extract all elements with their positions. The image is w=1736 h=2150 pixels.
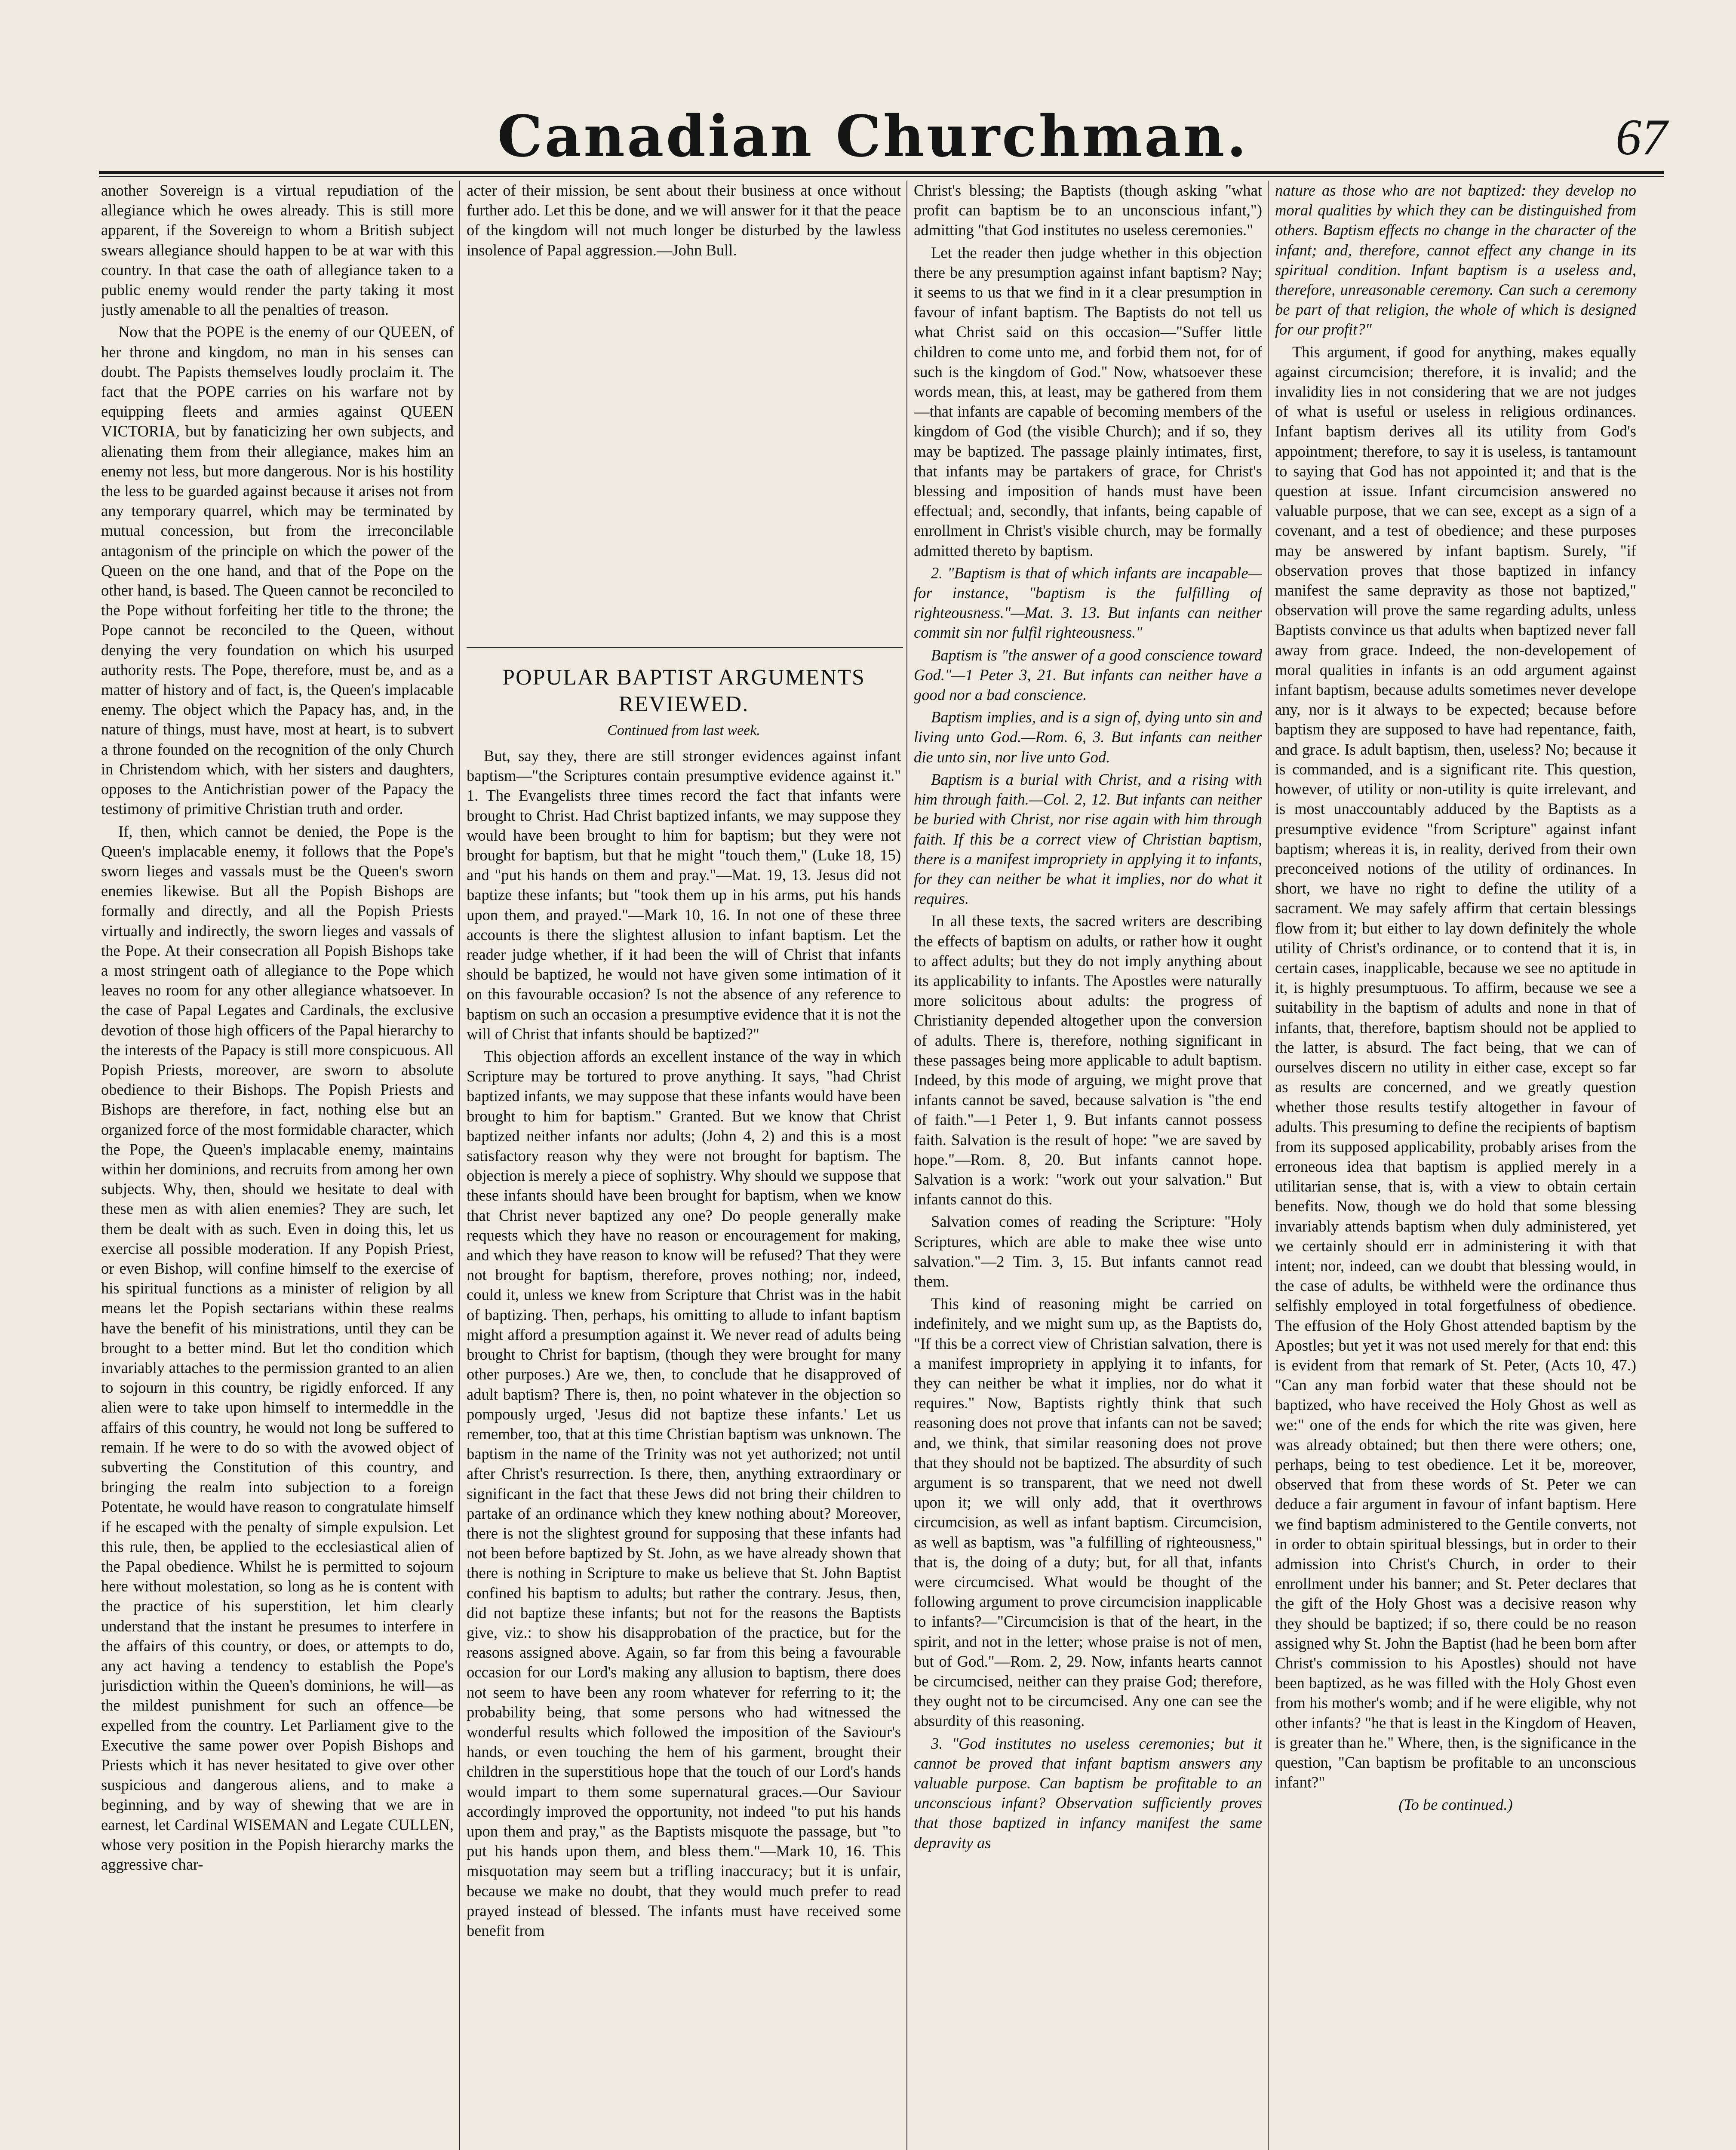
- page-number: 67: [1616, 108, 1667, 166]
- paragraph: acter of their mission, be sent about their business at once without further ado. Let this be done, and we will answer for it that the peace of the kingdom will not much longer be disturbed by the lawless insolence of Papal aggression.—John Bull.: [467, 181, 901, 259]
- masthead: [0, 90, 1736, 168]
- paragraph: Salvation comes of reading the Scripture: "Holy Scriptures, which are able to make thee wise unto salvation."—2 Tim. 3, 15. But infants cannot read them.: [914, 1213, 1262, 1290]
- to-be-continued: (To be continued.): [1398, 1796, 1513, 1814]
- paragraph: This argument, if good for anything, makes equally against circumcision; therefore, it is invalid; and the invalidity lies in not considering that we are not judges of what is useful or useless in religious ordinances. Infant baptism derives all its utility from God's appointment; therefore, to say it is useless, is tantamount to saying that God has not appointed it; and that is the question at issue. Infant circumcision answered no valuable purpose, that we can see, except as a sign of a covenant, and a test of obedience; and these purposes may be answered by infant baptism. Surely, "if observation proves that those baptized in infancy manifest the same depravity as those not baptized," observation will prove the same regarding adults, unless Baptists convince us that adults when baptized never fall away from grace. Indeed, the non-developement of moral qualities in infants is an odd argument against infant baptism, because adults sometimes never develope any, nor is it always to be expected; because before baptism they are supposed to have had repentance, faith, and grace. Is adult baptism, then, useless? No; because it is commanded, and is a significant rite. This question, however, of utility or non-utility is quite irrelevant, and is most unaccountably adduced by the Baptists as a presumptive evidence "from Scripture" against infant baptism; whereas it is, in reality, derived from their own preconceived notions of the utility of ordinances. In short, we have no right to define the utility of a sacrament. We may safely affirm that certain blessings flow from it; but either to lay down definitely the whole utility of Christ's ordinance, or to contend that it is, in certain cases, inapplicable, because we see no aptitude in it, is highly presumptuous. To affirm, because we see a suitability in the baptism of adults and none in that of infants, that, therefore, baptism should not be applied to the latter, is absurd. The fact being, that we can of ourselves discern no utility in either case, except so far as results are concerned, and we greatly question whether those results testify altogether in favour of adults. This presuming to define the recipients of baptism from its supposed applicability, probably arises from the erroneous idea that baptism is applied merely in a utilitarian sense, that is, with a view to obtain certain benefits. Now, though we do hold that some blessing invariably attends baptism when duly administered, yet we certainly should err in administering it with that intent; nor, indeed, can we doubt that blessing would, in the case of adults, be withheld were the ordinance thus selfishly employed in total forgetfulness of obedience. The effusion of the Holy Ghost attended baptism by the Apostles; but yet it was not used merely for that end: this is evident from that remark of St. Peter, (Acts 10, 47.) "Can any man forbid water that these should not be baptized, who have received the Holy Ghost as well as we:" one of the ends for which the rite was given, here was already obtained; but then there were others; one, perhaps, being to test obedience. Let it be, moreover, observed that from these words of St. Peter we can deduce a fair argument in favour of infant baptism. Here we find baptism administered to the Gentile converts, not in order to obtain spiritual blessings, but in order to their admission into Christ's Church, in order to their enrollment under his banner; and St. Peter declares that the gift of the Holy Ghost was a decisive reason why they should be baptized; if so, there could be no reason assigned why St. John the Baptist (had he been born after Christ's commission to his Apostles) should not have been baptized, as he was filled with the Holy Ghost even from his mother's womb; and if he were eligible, why not other infants? "he that is least in the Kingdom of Heaven, is greater than he." Where, then, is the significance in the question, "Can baptism be profitable to an unconscious infant?": [1275, 343, 1636, 1791]
- paragraph: In all these texts, the sacred writers are describing the effects of baptism on adults, or rather how it ought to affect adults; but they do not imply anything about its applicability to infants. The Apostles were naturally more solicitous about adults: the progress of Christianity depended altogether upon the conversion of adults. There is, therefore, nothing significant in these passages being more applicable to adult baptism. Indeed, by this mode of arguing, we might prove that infants cannot be saved, because salvation is "the end of faith."—1 Peter 1, 9. But infants cannot possess faith. Salvation is the result of hope: "we are saved by hope."—Rom. 8, 20. But infants cannot hope. Salvation is a work: "work out your salvation." But infants cannot do this.: [914, 912, 1262, 1208]
- column-divider: [459, 181, 460, 2150]
- paragraph: nature as those who are not baptized: they develop no moral qualities by which they can be distinguished from others. Baptism effects no change in the character of the infant; and, therefore, cannot effect any change in its spiritual condition. Infant baptism is a useless and, therefore, unreasonable ceremony. Can such a ceremony be part of that religion, the whole of which is designed for our profit?": [1275, 181, 1636, 338]
- column-2: [467, 746, 901, 2150]
- column-divider: [906, 181, 907, 2150]
- article-title: POPULAR BAPTIST ARGUMENTS REVIEWED.: [502, 665, 865, 716]
- paragraph: Baptism is a burial with Christ, and a rising with him through faith.—Col. 2, 12. But infants can neither be buried with Christ, nor rise again with him through faith. If this be a correct view of Christian baptism, there is a manifest impropriety in applying it to infants, for they can neither be what it implies, nor do what it requires.: [914, 770, 1262, 908]
- paragraph: But, say they, there are still stronger evidences against infant baptism—"the Scriptures contain presumptive evidence against it." 1. The Evangelists three times record the fact that infants were brought to Christ. Had Christ baptized infants, we may suppose they would have been brought to him for baptism; but they were not brought for baptism, but that he might "touch them," (Luke 18, 15) and "put his hands on them and pray."—Mat. 19, 13. Jesus did not baptize these infants; but "took them up in his arms, put his hands upon them, and prayed."—Mark 10, 16. In not one of these three accounts is there the slightest allusion to infant baptism. Let the reader judge whether, if it had been the will of Christ that infants should be baptized, he would not have given some intimation of it on this favourable occasion? Is not the absence of any reference to baptism on such an occasion a presumptive evidence that it is not the will of Christ that infants should be baptized?": [467, 747, 901, 1043]
- column-3: [914, 181, 1262, 2150]
- newspaper-title: Canadian Churchman.: [497, 103, 1249, 170]
- paragraph: Christ's blessing; the Baptists (though asking "what profit can baptism be to an unconscious infant,") admitting "that God institutes no useless ceremonies.": [914, 181, 1262, 239]
- article-rule: [467, 647, 903, 648]
- paragraph: 2. "Baptism is that of which infants are incapable—for instance, "baptism is the fulfilling of righteousness."—Mat. 3. 13. But infants can neither commit sin nor fulfil righteousness.": [914, 564, 1262, 642]
- column-1: [101, 181, 454, 2150]
- column-2-top: [467, 181, 901, 645]
- paragraph: 3. "God institutes no useless ceremonies; but it cannot be proved that infant baptism answers any valuable purpose. Can baptism be profitable to an unconscious infant? Observation sufficiently proves that those baptized in infancy manifest the same depravity as: [914, 1734, 1262, 1852]
- article-subtitle: Continued from last week.: [607, 722, 760, 738]
- paragraph: This kind of reasoning might be carried on indefinitely, and we might sum up, as the Baptists do, "If this be a correct view of Christian salvation, there is a manifest impropriety in applying it to infants, for they can neither be what it implies, nor do what it requires." Now, Baptists rightly think that such reasoning does not prove that infants can not be saved; and, we think, that similar reasoning does not prove that they should not be baptized. The absurdity of such argument is so transparent, that we need not dwell upon it; we will only add, that it overthrows circumcision, as well as infant baptism. Circumcision, as well as baptism, was "a fulfilling of righteousness," that is, the doing of a duty; but, for all that, infants were circumcised. What would be thought of the following argument to prove circumcision inapplicable to infants?—"Circumcision is that of the heart, in the spirit, and not in the letter; whose praise is not of men, but of God."—Rom. 2, 29. Now, infants hearts cannot be circumcised, neither can they praise God; therefore, they ought not to be circumcised. Any one can see the absurdity of this reasoning.: [914, 1295, 1262, 1730]
- header-rule-thin: [99, 176, 1664, 177]
- paragraph: Let the reader then judge whether in this objection there be any presumption against infant baptism? Nay; it seems to us that we find in it a clear presumption in favour of infant baptism. The Baptists do not tell us what Christ said on this occasion—"Suffer little children to come unto me, and forbid them not, for of such is the kingdom of God." Now, whatsoever these words mean, this, at least, may be gathered from them—that infants are capable of becoming members of the kingdom of God (the visible Church); and if so, they may be baptized. The passage plainly intimates, first, that infants may be partakers of grace, for Christ's blessing and imposition of hands must have been effectual; and, secondly, that infants, being capable of enrollment in Christ's visible church, may be formally admitted thereto by baptism.: [914, 243, 1262, 559]
- paragraph: Baptism implies, and is a sign of, dying unto sin and living unto God.—Rom. 6, 3. But infants can neither die unto sin, nor live unto God.: [914, 708, 1262, 766]
- column-divider: [1268, 181, 1269, 2150]
- header-rule: [99, 171, 1664, 174]
- paragraph: another Sovereign is a virtual repudiation of the allegiance which he owes already. This is still more apparent, if the Sovereign to whom a British subject swears allegiance should happen to be at war with this country. In that case the oath of allegiance taken to a public enemy would render the party taking it most justly amenable to all the penalties of treason.: [101, 181, 454, 319]
- paragraph: This objection affords an excellent instance of the way in which Scripture may be tortured to prove anything. It says, "had Christ baptized infants, we may suppose that these infants would have been brought to him for baptism." Granted. But we know that Christ baptized neither infants nor adults; (John 4, 2) and this is a most satisfactory reason why they were not brought for baptism. The objection is merely a piece of sophistry. Why should we suppose that these infants should have been brought for baptism, when we know that Christ never baptized any one? Do people generally make requests which they have no reason or encouragement for making, and which they have reason to know will be refused? That they were not brought for baptism, therefore, proves nothing; nor, indeed, could it, unless we knew from Scripture that Christ was in the habit of baptizing. Then, perhaps, his omitting to allude to infant baptism might afford a presumption against it. We never read of adults being brought to Christ for baptism, (though they were brought for many other purposes.) Are we, then, to conclude that he disapproved of adult baptism? There is, then, no point whatever in the objection so pompously urged, 'Jesus did not baptize these infants.' Let us remember, too, that at this time Christian baptism was unknown. The baptism in the name of the Trinity was not yet authorized; not until after Christ's resurrection. Is there, then, anything extraordinary or significant in the fact that these Jews did not bring their children to partake of an ordinance which they knew nothing about? Moreover, there is not the slightest ground for supposing that these infants had not been before baptized by St. John, as we have already shown that there is nothing in Scripture to make us believe that St. John Baptist confined his baptism to adults; but rather the contrary. Jesus, then, did not baptize these infants; but not for the reasons the Baptists give, viz.: to show his disapprobation of the practice, but for the reasons assigned above. Again, so far from this being a favourable occasion for our Lord's making any allusion to baptism, there does not seem to have been any room whatever for referring to it; the probability being, that some persons who had witnessed the wonderful results which followed the imposition of the Saviour's hands, or even touching the hem of his garment, brought their children in the superstitious hope that the touch of our Lord's hands would impart to them some supernatural graces.—Our Saviour accordingly improved the opportunity, not indeed "to put his hands upon them and pray," as the Baptists misquote the passage, but "to put his hands upon them, and bless them."—Mark 10, 16. This misquotation may seem but a trifling inaccuracy; but it is unfair, because we make no doubt, that they would much prefer to read prayed instead of blessed. The infants must have received some benefit from: [467, 1047, 901, 1939]
- paragraph: Now that the POPE is the enemy of our QUEEN, of her throne and kingdom, no man in his senses can doubt. The Papists themselves loudly proclaim it. The fact that the POPE carries on his warfare not by equipping fleets and armies against QUEEN VICTORIA, but by fanaticizing her own subjects, and alienating them from their allegiance, makes him an enemy not less, but more dangerous. Nor is his hostility the less to be guarded against because it arises not from any temporary quarrel, which may be terminated by mutual concession, but from the irreconcilable antagonism of the principle on which the power of the Queen on the one hand, and that of the Pope on the other hand, is based. The Queen cannot be reconciled to the Pope without forfeiting her title to the throne; the Pope cannot be reconciled to the Queen, without denying the very foundation on which his usurped authority rests. The Pope, therefore, must be, and as a matter of history and of fact, is, the Queen's implacable enemy. The object which the Papacy has, and, in the nature of things, must have, most at heart, is to subvert a throne founded on the recognition of the only Church in Christendom which, with her sisters and daughters, opposes to the Antichristian power of the Papacy the testimony of primitive Christian truth and order.: [101, 323, 454, 818]
- column-4: [1275, 181, 1636, 2150]
- paragraph: Baptism is "the answer of a good conscience toward God."—1 Peter 3, 21. But infants can neither have a good nor a bad conscience.: [914, 646, 1262, 704]
- paragraph: If, then, which cannot be denied, the Pope is the Queen's implacable enemy, it follows that the Pope's sworn lieges and vassals must be the Queen's sworn enemies likewise. But all the Popish Bishops are formally and directly, and all the Popish Priests virtually and indirectly, the sworn lieges and vassals of the Pope. At their consecration all Popish Bishops take a most stringent oath of allegiance to the Pope which leaves no room for any other allegiance whatsoever. In the case of Papal Legates and Cardinals, the exclusive devotion of those high officers of the Papal hierarchy to the interests of the Papacy is still more conspicuous. All Popish Priests, moreover, are sworn to absolute obedience to their Bishops. The Popish Priests and Bishops are therefore, in fact, nothing else but an organized force of the most formidable character, which the Pope, the Queen's implacable enemy, maintains within her dominions, and recruits from among her own subjects. Why, then, should we hesitate to deal with these men as with alien enemies? They are such, let them be dealt with as such. Even in doing this, let us exercise all possible moderation. If any Popish Priest, or even Bishop, will confine himself to the exercise of his spiritual functions as a minister of religion by all means let the Popish sectarians within these realms have the benefit of his ministrations, until they can be brought to a better mind. But let tho condition which invariably attaches to the permission granted to an alien to sojourn in this country, be rigidly enforced. If any alien were to take upon himself to intermeddle in the affairs of this country, he would not long be suffered to remain. If he were to do so with the avowed object of subverting the Constitution of this country, and bringing the realm into subjection to a foreign Potentate, he would have reason to congratulate himself if he escaped with the penalty of simple expulsion. Let this rule, then, be applied to the ecclesiastical alien of the Papal obedience. Whilst he is permitted to sojourn here without molestation, so long as he is content with the practice of his superstition, let him clearly understand that the instant he presumes to interfere in the affairs of this country, or does, or attempts to do, any act having a tendency to establish the Pope's jurisdiction within the Queen's dominions, he will—as the mildest punishment for such an offence—be expelled from the country. Let Parliament give to the Executive the same power over Popish Bishops and Priests which it has never hesitated to give over other suspicious and dangerous aliens, and to make a beginning, and by way of shewing that we are in earnest, let Cardinal WISEMAN and Legate CULLEN, whose very position in the Popish hierarchy marks the aggressive char-: [101, 822, 454, 1874]
